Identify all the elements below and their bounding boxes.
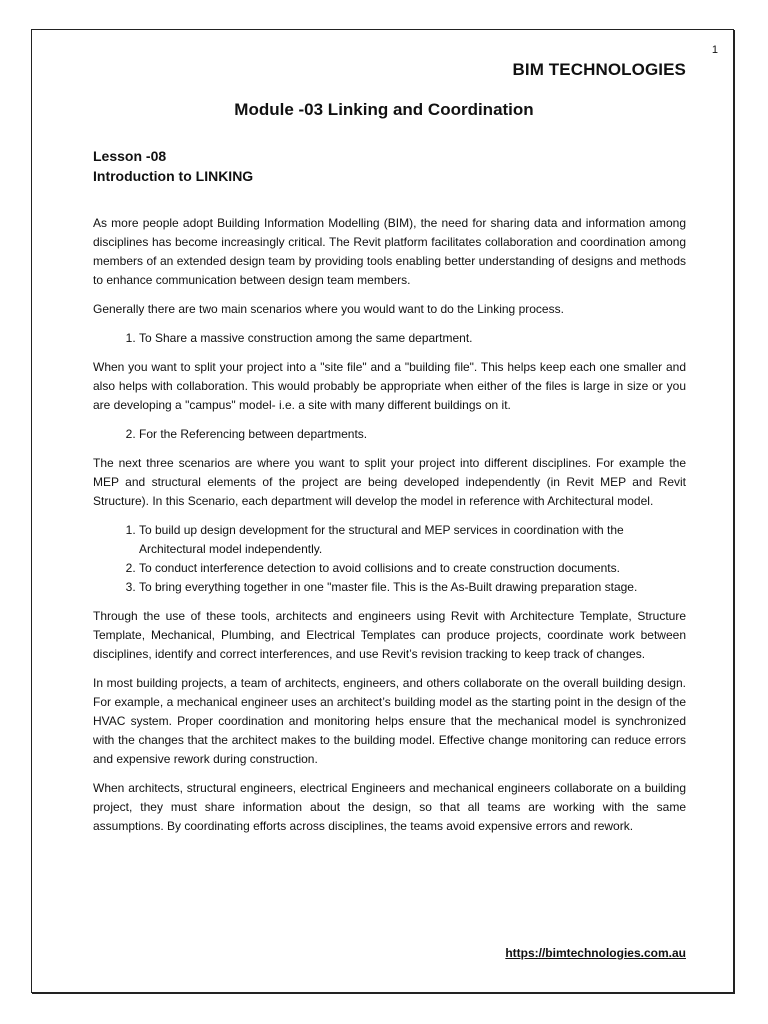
list-item: 2. For the Referencing between departments. xyxy=(139,425,686,444)
document-body xyxy=(93,214,686,846)
company-name: BIM TECHNOLOGIES xyxy=(512,60,686,79)
lesson-heading xyxy=(93,146,253,186)
list-item: 3. To bring everything together in one "master file. This is the As-Built drawing preparation stage. xyxy=(139,578,686,597)
paragraph: In most building projects, a team of architects, engineers, and others collaborate on the overall building design. For example, a mechanical engineer uses an architect’s building model as the starting point in the design of the HVAC system. Proper coordination and monitoring helps ensure that the mechanical model is synchronized with the changes that the architect makes to the building model. Effective change monitoring can reduce errors and expensive rework during construction. xyxy=(93,676,686,766)
paragraph: When you want to split your project into a "site file" and a "building file". This helps keep each one smaller and also helps with collaboration. This would probably be appropriate when either of the files is large in size or you are developing a "campus" model- i.e. a site with many different buildings on it. xyxy=(93,360,686,412)
numbered-list xyxy=(93,329,686,348)
list-item: 1. To build up design development for the structural and MEP services in coordination with the Architectural model independently. xyxy=(139,521,686,559)
paragraph: The next three scenarios are where you want to split your project into different disciplines. For example the MEP and structural elements of the project are being developed independently (in Revit MEP and Revit Structure). In this Scenario, each department will develop the model in reference with Architectural model. xyxy=(93,456,686,508)
numbered-list xyxy=(93,521,686,597)
numbered-list xyxy=(93,425,686,444)
list-item: 1. To Share a massive construction among the same department. xyxy=(139,329,686,348)
page-number: 1 xyxy=(711,44,718,56)
list-item: 2. To conduct interference detection to avoid collisions and to create construction documents. xyxy=(139,559,686,578)
lesson-title: Introduction to LINKING xyxy=(93,168,254,184)
paragraph: Through the use of these tools, architects and engineers using Revit with Architecture Template, Structure Template, Mechanical, Plumbing, and Electrical Templates can produce projects, coordinate work between disciplines, identify and correct interferences, and use Revit’s revision tracking to keep track of changes. xyxy=(93,609,686,661)
paragraph: Generally there are two main scenarios where you would want to do the Linking process. xyxy=(93,302,564,316)
paragraph: When architects, structural engineers, electrical Engineers and mechanical engineers collaborate on a building project, they must share information about the design, so that all teams are working with the same assumptions. By coordinating efforts across disciplines, the teams avoid expensive errors and rework. xyxy=(93,781,686,833)
paragraph: As more people adopt Building Information Modelling (BIM), the need for sharing data and information among disciplines has become increasingly critical. The Revit platform facilitates collaboration and coordination among members of an extended design team by providing tools enabling better understanding of designs and methods to enhance communication between design team members. xyxy=(93,216,686,287)
lesson-number: Lesson -08 xyxy=(93,148,167,164)
website-link[interactable]: https://bimtechnologies.com.au xyxy=(505,946,686,960)
module-title: Module -03 Linking and Coordination xyxy=(234,100,534,119)
